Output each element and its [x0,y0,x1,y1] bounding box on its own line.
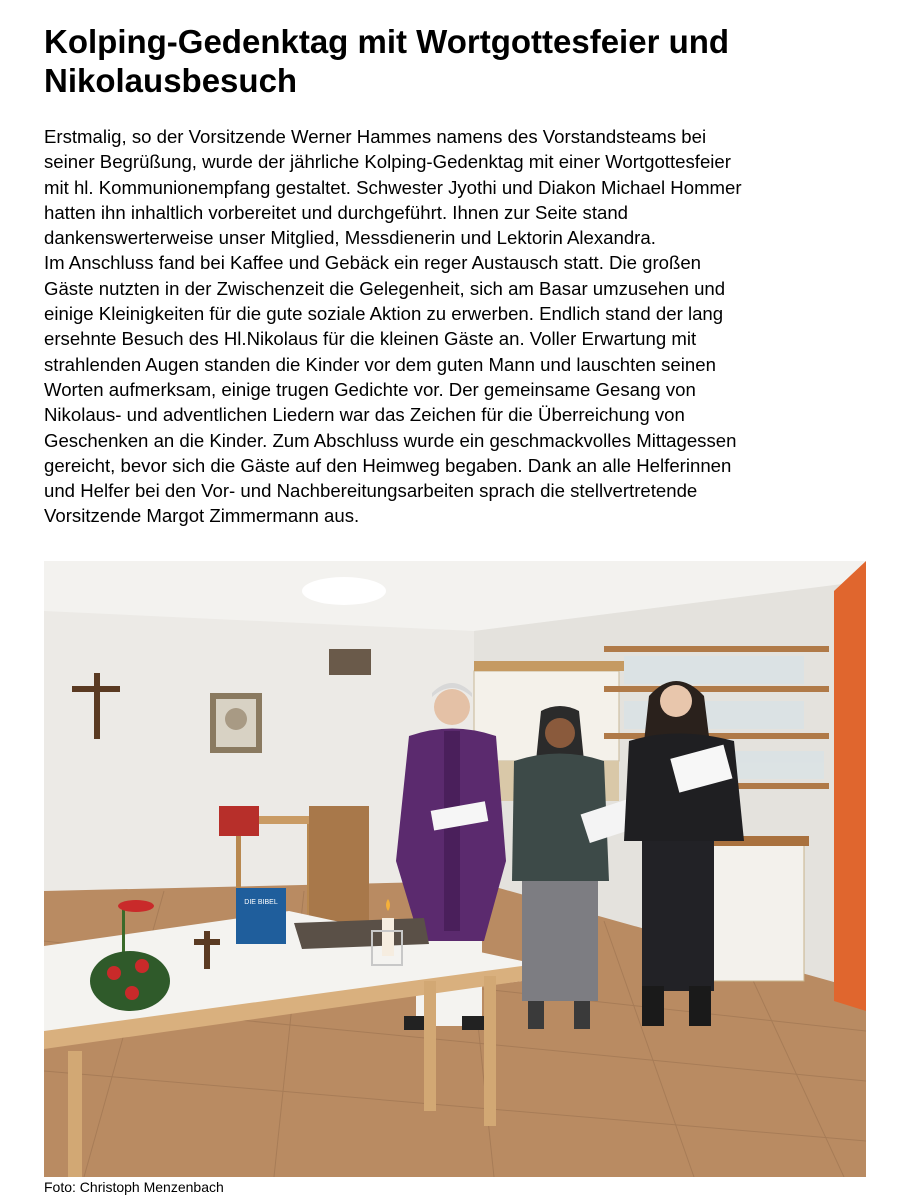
text-line: seiner Begrüßung, wurde der jährliche Kolping-Gedenktag mit einer Wortgottesfeier [44,151,731,173]
text-line: Geschenken an die Kinder. Zum Abschluss wurde ein geschmackvolles Mittagessen [44,429,737,451]
text-line: Erstmalig, so der Vorsitzende Werner Hammes namens des Vorstandsteams bei [44,126,707,147]
title-line-2: Nikolausbesuch [44,62,298,99]
text-line: Nikolaus- und adventlichen Liedern war das Zeichen für die Überreichung von [44,404,685,426]
orange-door [834,561,866,1011]
title-line-1: Kolping-Gedenktag mit Wortgottesfeier und [44,23,730,60]
bible-label: DIE BIBEL [244,899,278,906]
text-line: Vorsitzende Margot Zimmermann aus. [44,505,360,527]
text-line: Im Anschluss fand bei Kaffee und Gebäck ein reger Austausch statt. Die großen [44,252,702,274]
text-line: gereicht, bevor sich die Gäste auf den Heimweg begaben. Dank an alle Helferinnen [44,454,732,476]
text-line: dankenswerterweise unser Mitglied, Messdienerin und Lektorin Alexandra. [44,227,656,249]
ceiling-lamp [302,577,386,605]
text-line: ersehnte Besuch des Hl.Nikolaus für die kleinen Gäste an. Voller Erwartung mit [44,328,697,350]
bible-book [236,888,286,944]
paragraph-1 [44,124,874,250]
article-body [44,124,874,529]
event-photo [44,561,866,1177]
photo-illustration [44,561,866,1177]
text-line: mit hl. Kommunionempfang gestaltet. Schwester Jyothi und Diakon Michael Hommer [44,176,742,198]
text-line: und Helfer bei den Vor- und Nachbereitungsarbeiten sprach die stellvertretende [44,480,698,502]
paragraph-2 [44,250,874,528]
text-line: hatten ihn inhaltlich vorbereitet und durchgeführt. Ihnen zur Seite stand [44,201,629,223]
text-line: Gäste nutzten in der Zwischenzeit die Gelegenheit, sich am Basar umzusehen und [44,277,726,299]
candle [382,918,394,956]
article-title [44,22,864,100]
text-line: einige Kleinigkeiten für die gute soziale Aktion zu erwerben. Endlich stand der lang [44,303,724,325]
text-line: Worten aufmerksam, einige trugen Gedichte vor. Der gemeinsame Gesang von [44,378,696,400]
photo-caption: Foto: Christoph Menzenbach [44,1179,224,1195]
text-line: strahlenden Augen standen die Kinder vor dem guten Mann und lauschten seinen [44,353,716,375]
